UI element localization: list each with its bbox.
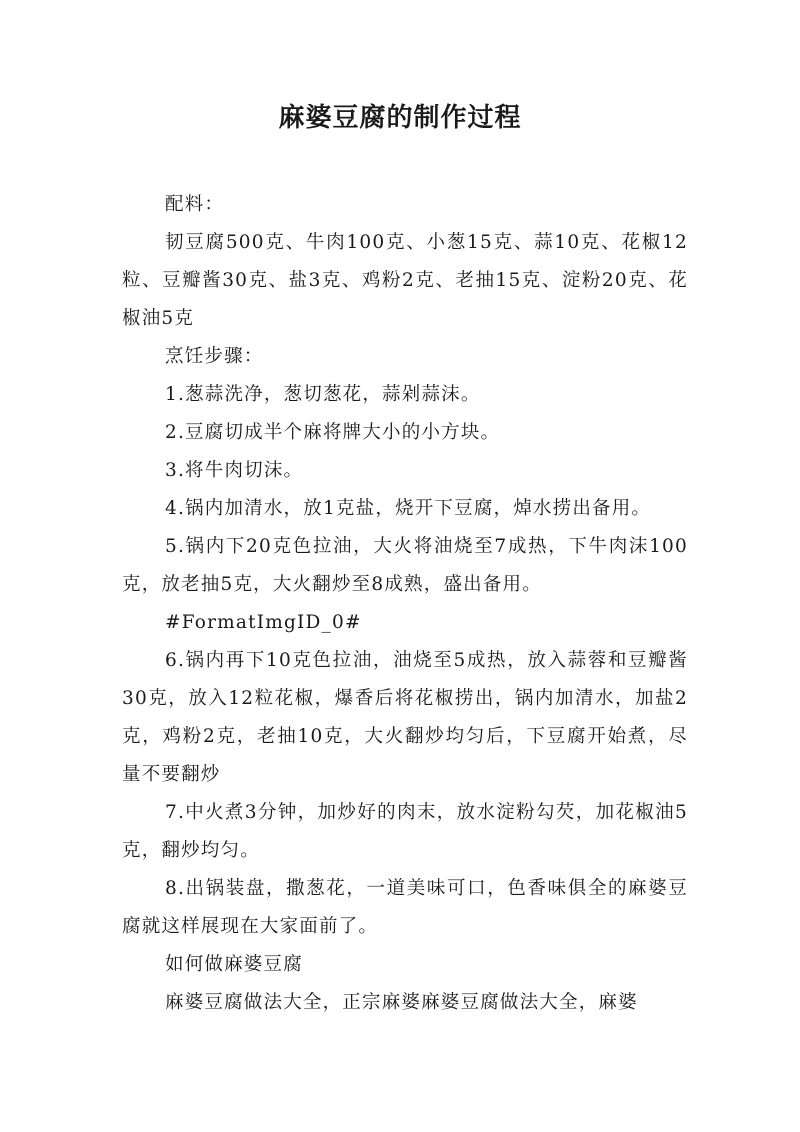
paragraph-ingredients-list: 韧豆腐500克、牛肉100克、小葱15克、蒜10克、花椒12粒、豆瓣酱30克、盐3克、鸡粉2克、老抽15克、淀粉20克、花椒油5克 (122, 232, 688, 329)
paragraph-step-5: 5.锅内下20克色拉油，大火将油烧至7成热，下牛肉沫100克，放老抽5克，大火翻炒至8成熟，盛出备用。 (122, 536, 688, 595)
paragraph-step-2: 2.豆腐切成半个麻将牌大小的小方块。 (165, 422, 501, 443)
paragraph-step-7: 7.中火煮3分钟，加炒好的肉末，放水淀粉勾芡，加花椒油5克，翻炒均匀。 (122, 802, 688, 861)
image-placeholder-text: #FormatImgID_0# (165, 612, 362, 633)
document-title: 麻婆豆腐的制作过程 (278, 103, 522, 133)
paragraph-step-1: 1.葱蒜洗净，葱切葱花，蒜剁蒜沫。 (165, 384, 481, 405)
document-body (122, 186, 688, 1022)
paragraph-step-8: 8.出锅装盘，撒葱花，一道美味可口，色香味俱全的麻婆豆腐就这样展现在大家面前了。 (122, 878, 688, 937)
paragraph-steps-heading: 烹饪步骤： (165, 346, 264, 367)
paragraph-ingredients-heading: 配料： (165, 194, 225, 215)
paragraph-step-4: 4.锅内加清水，放1克盐，烧开下豆腐，焯水捞出备用。 (165, 498, 652, 519)
paragraph-closing: 麻婆豆腐做法大全，正宗麻婆麻婆豆腐做法大全，麻婆 (165, 992, 638, 1013)
paragraph-subheading: 如何做麻婆豆腐 (165, 954, 303, 975)
paragraph-step-3: 3.将牛肉切沫。 (165, 460, 304, 481)
paragraph-step-6: 6.锅内再下10克色拉油，油烧至5成热，放入蒜蓉和豆瓣酱30克，放入12粒花椒，爆香后将花椒捞出，锅内加清水，加盐2克，鸡粉2克，老抽10克，大火翻炒均匀后，下豆腐开始煮，尽量不要翻炒 (122, 650, 688, 785)
